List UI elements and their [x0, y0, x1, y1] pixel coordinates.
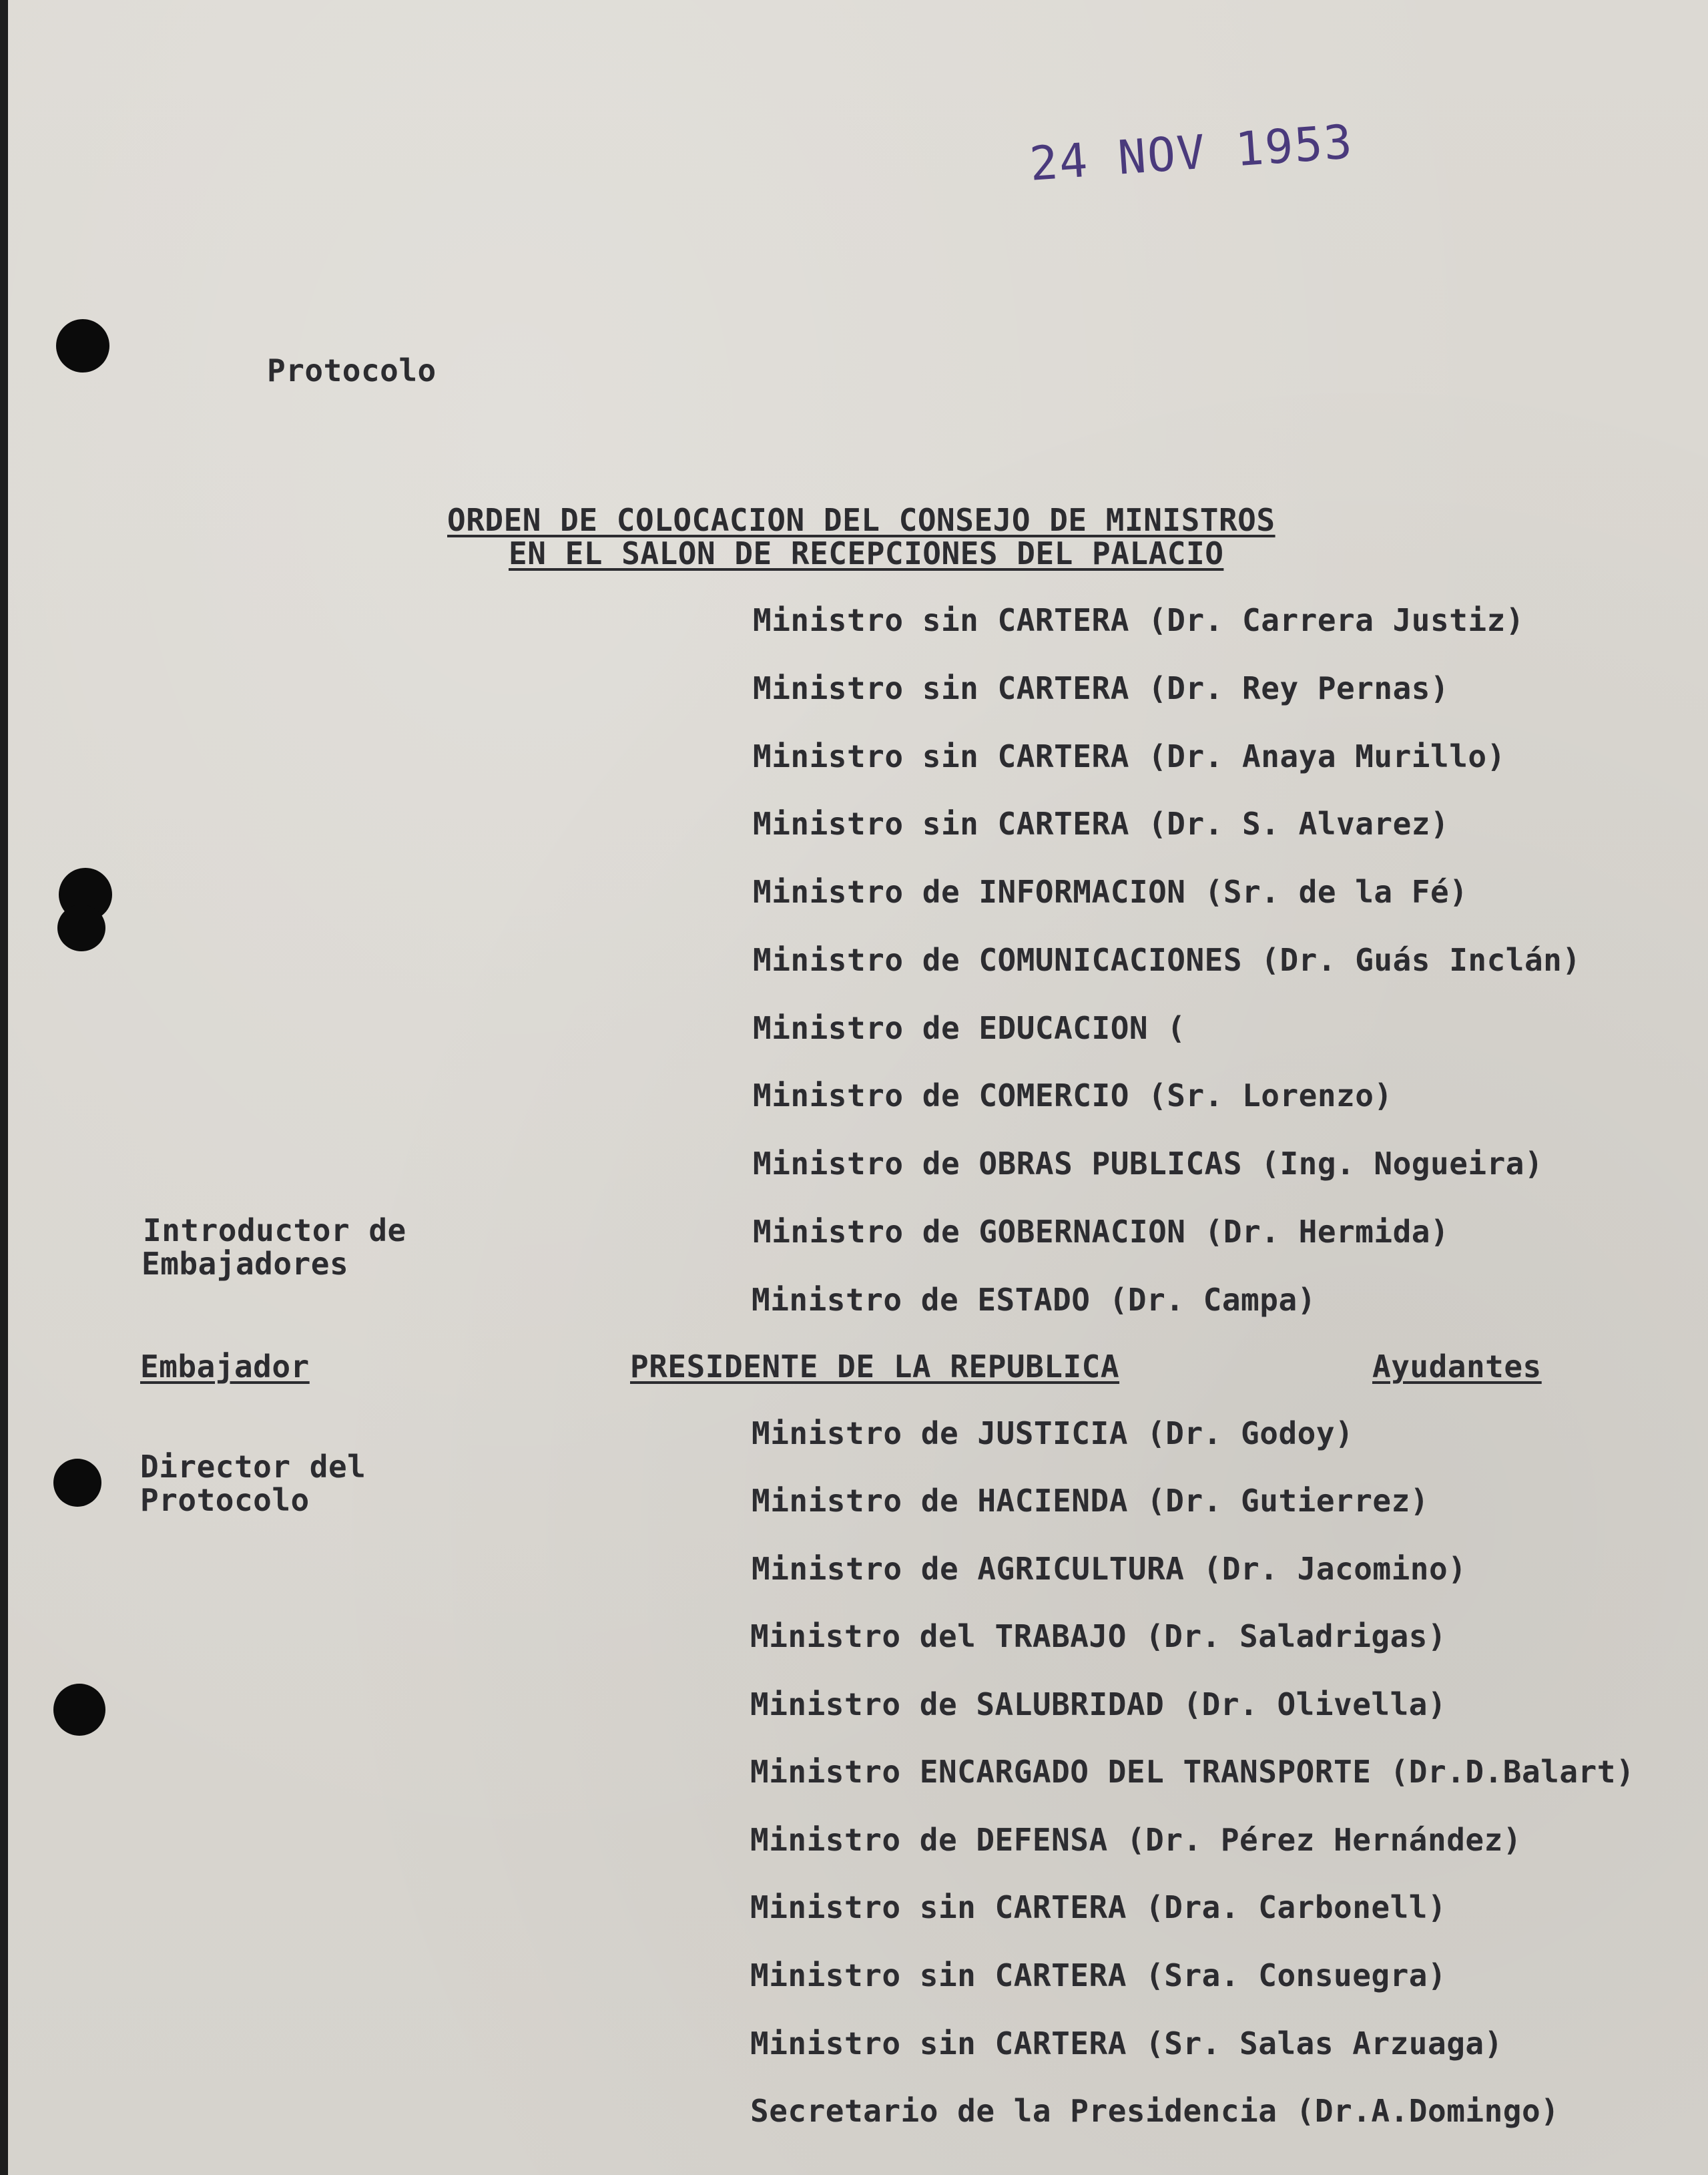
punch-hole-upper-middle-torn	[57, 905, 105, 951]
list-item: Ministro ENCARGADO DEL TRANSPORTE (Dr.D.Balart)	[750, 1754, 1635, 1790]
director-line-1: Director del	[140, 1449, 366, 1485]
header-label: Protocolo	[267, 352, 437, 389]
punch-hole-lower-middle	[53, 1459, 101, 1507]
list-item: Ministro de AGRICULTURA (Dr. Jacomino)	[752, 1551, 1467, 1587]
punch-hole-bottom	[53, 1684, 105, 1736]
ayudantes-label: Ayudantes	[1372, 1349, 1542, 1385]
list-item: Ministro sin CARTERA (Dr. Carrera Justiz)	[753, 602, 1524, 638]
list-item: Ministro de SALUBRIDAD (Dr. Olivella)	[750, 1686, 1447, 1722]
title-line-1: ORDEN DE COLOCACION DEL CONSEJO DE MINISTROS	[447, 502, 1275, 538]
embajador-label: Embajador	[140, 1349, 310, 1385]
introductor-line-1: Introductor de	[143, 1212, 406, 1248]
list-item: Ministro sin CARTERA (Dr. Anaya Murillo)	[753, 738, 1506, 774]
introductor-line-2: Embajadores	[141, 1246, 349, 1282]
list-item: Ministro de ESTADO (Dr. Campa)	[752, 1282, 1316, 1318]
list-item: Ministro de OBRAS PUBLICAS (Ing. Nogueira)	[753, 1146, 1544, 1182]
list-item: Ministro del TRABAJO (Dr. Saladrigas)	[750, 1618, 1447, 1654]
list-item: Ministro sin CARTERA (Sra. Consuegra)	[750, 1957, 1447, 1993]
date-stamp: 24 NOV 1953	[1028, 114, 1356, 192]
list-item: Ministro sin CARTERA (Dr. S. Alvarez)	[753, 806, 1450, 842]
list-item: Ministro de HACIENDA (Dr. Gutierrez)	[752, 1483, 1429, 1519]
list-item: Ministro de COMUNICACIONES (Dr. Guás Inclán)	[753, 942, 1581, 978]
list-item: Ministro de EDUCACION (	[753, 1010, 1186, 1046]
title-line-2: EN EL SALON DE RECEPCIONES DEL PALACIO	[509, 535, 1224, 571]
list-item: Ministro de DEFENSA (Dr. Pérez Hernández)	[750, 1822, 1522, 1858]
punch-hole-top	[56, 319, 109, 373]
page-edge-shadow	[0, 0, 8, 2175]
list-item: Ministro sin CARTERA (Dr. Rey Pernas)	[753, 670, 1450, 706]
list-item: Secretario de la Presidencia (Dr.A.Domingo)	[750, 2093, 1560, 2129]
list-item: Ministro de GOBERNACION (Dr. Hermida)	[753, 1214, 1450, 1250]
list-item: Ministro de INFORMACION (Sr. de la Fé)	[753, 874, 1468, 910]
president-label: PRESIDENTE DE LA REPUBLICA	[630, 1349, 1120, 1385]
list-item: Ministro de JUSTICIA (Dr. Godoy)	[752, 1415, 1354, 1451]
list-item: Ministro de COMERCIO (Sr. Lorenzo)	[753, 1077, 1393, 1114]
list-item: Ministro sin CARTERA (Dra. Carbonell)	[750, 1889, 1447, 1925]
list-item: Ministro sin CARTERA (Sr. Salas Arzuaga)	[750, 2025, 1503, 2062]
director-line-2: Protocolo	[140, 1482, 310, 1518]
